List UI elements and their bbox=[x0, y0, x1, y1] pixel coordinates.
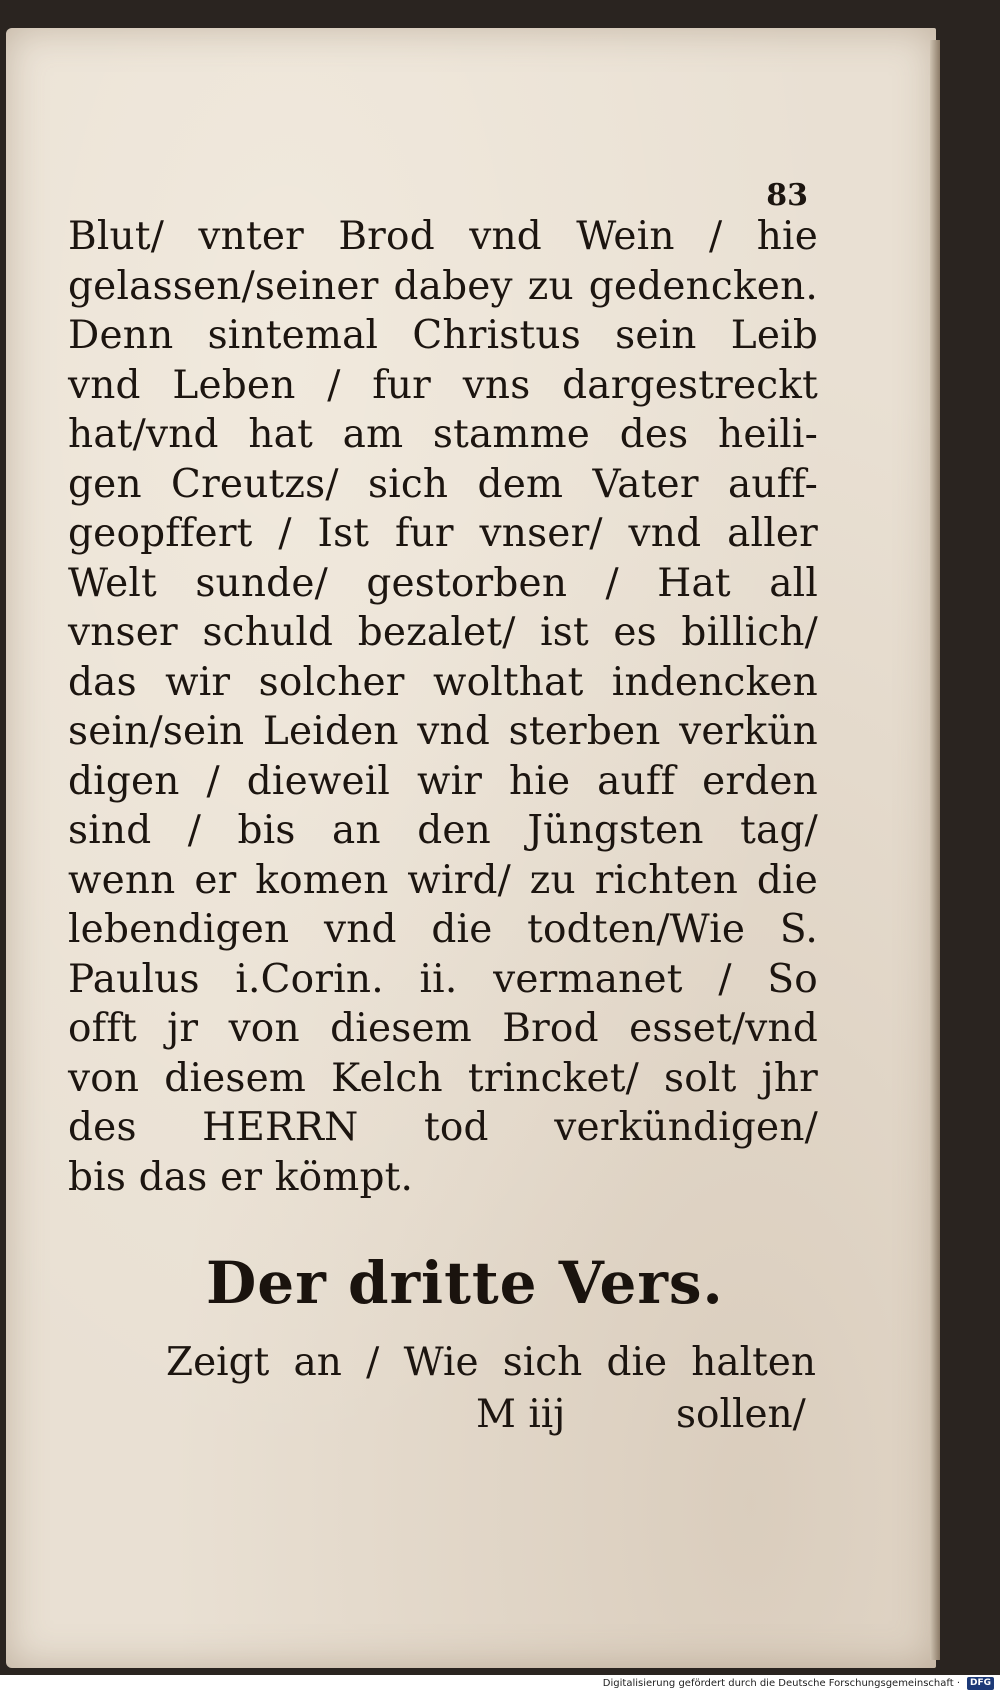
funding-credit: Digitalisierung gefördert durch die Deutsche Forschungsgemeinschaft · bbox=[602, 1678, 960, 1689]
text-line: offt jr von diesem Brod esset/vnd bbox=[68, 1006, 818, 1051]
text-line: von diesem Kelch trincket/ solt jhr bbox=[68, 1055, 818, 1101]
text-line: gelassen/seiner dabey zu gedencken. bbox=[68, 263, 818, 309]
section-intro-line: Zeigt an / Wie sich die halten bbox=[166, 1340, 816, 1385]
body-text bbox=[68, 212, 818, 1202]
text-line: gen Creutzs/ sich dem Vater auff- bbox=[68, 461, 818, 507]
text-line: digen / dieweil wir hie auff erden bbox=[68, 758, 818, 804]
text-line: Blut/ vnter Brod vnd Wein / hie bbox=[68, 214, 818, 259]
text-line: Paulus i.Corin. ii. vermanet / So bbox=[68, 956, 818, 1002]
dfg-logo: DFG bbox=[967, 1677, 994, 1690]
text-line: lebendigen vnd die todten/Wie S. bbox=[68, 907, 818, 952]
footer-bar bbox=[0, 1675, 1000, 1693]
book-page bbox=[6, 28, 936, 1668]
text-line: das wir solcher wolthat indencken bbox=[68, 659, 818, 705]
text-line: vnd Leben / fur vns dargestreckt bbox=[68, 362, 818, 408]
text-line: vnser schuld bezalet/ ist es billich/ bbox=[68, 610, 818, 655]
text-line: wenn er komen wird/ zu richten die bbox=[68, 857, 818, 903]
text-line: hat/vnd hat am stamme des heili- bbox=[68, 412, 818, 457]
text-line: des HERRN tod verkündigen/ bbox=[68, 1105, 818, 1150]
page-edge bbox=[930, 40, 940, 1660]
signature-mark: M iij bbox=[476, 1392, 566, 1437]
text-line: geopffert / Ist fur vnser/ vnd aller bbox=[68, 511, 818, 556]
catchword: sollen/ bbox=[676, 1392, 806, 1437]
page-number: 83 bbox=[766, 178, 808, 213]
text-line: sein/sein Leiden vnd sterben verkün bbox=[68, 709, 818, 754]
text-line: sind / bis an den Jüngsten tag/ bbox=[68, 808, 818, 853]
text-line: Denn sintemal Christus sein Leib bbox=[68, 313, 818, 358]
text-line: bis das er kömpt. bbox=[68, 1154, 414, 1200]
text-line: Welt sunde/ gestorben / Hat all bbox=[68, 560, 818, 606]
section-heading: Der dritte Vers. bbox=[206, 1249, 724, 1317]
